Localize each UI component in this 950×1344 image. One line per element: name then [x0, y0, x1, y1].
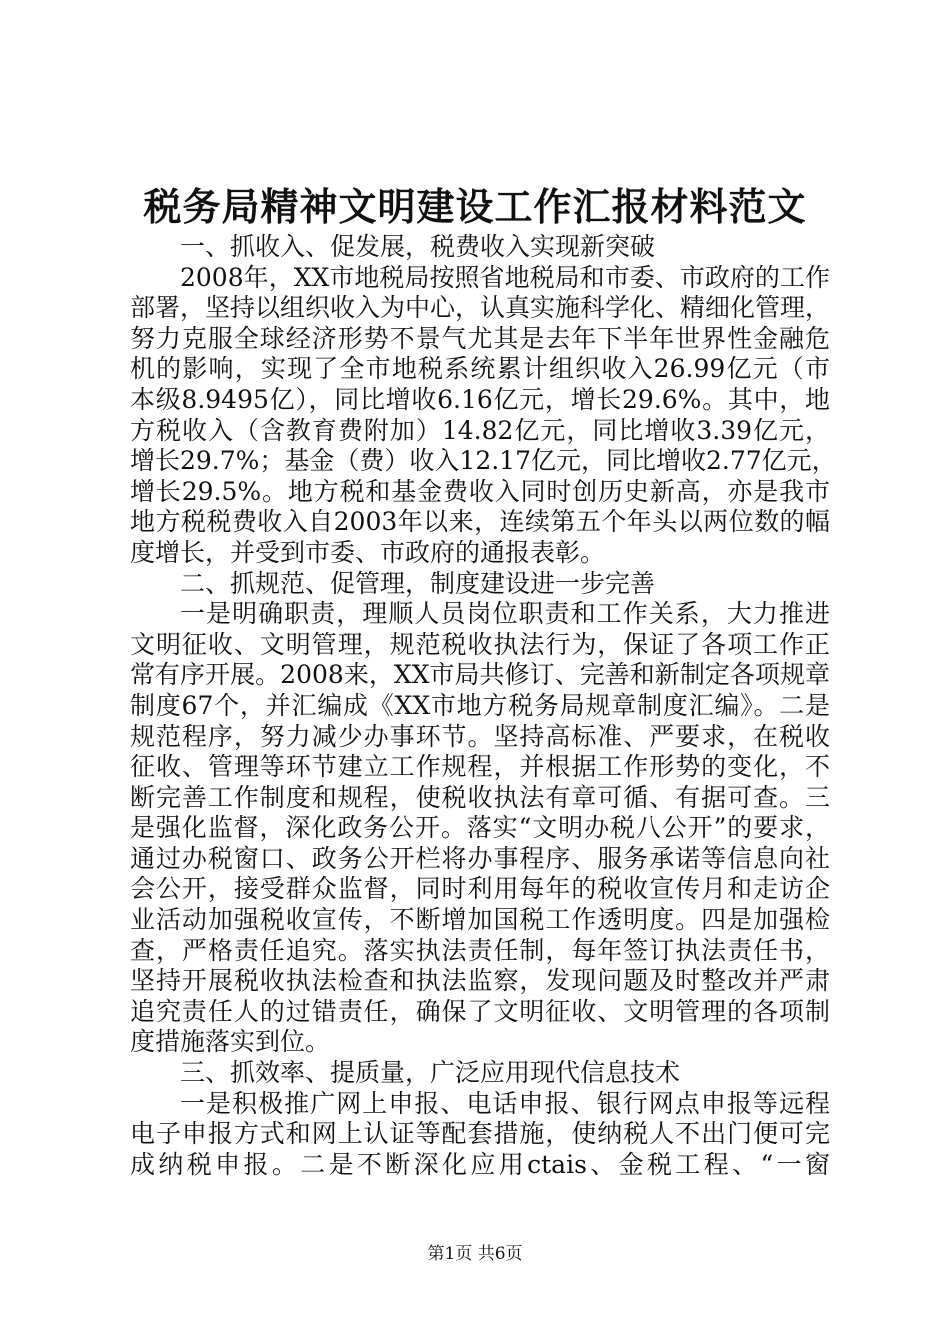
paragraph-line: 度增长，并受到市委、市政府的通报表彰。 — [130, 537, 606, 567]
paragraph-line: 制度67个，并汇编成《XX市地方税务局规章制度汇编》。二是 — [130, 690, 830, 720]
paragraph-line: 会公开，接受群众监督，同时利用每年的税收宣传月和走访企 — [130, 874, 830, 904]
paragraph-line: 规范程序，努力减少办事环节。坚持高标准、严要求，在税收 — [130, 721, 830, 751]
paragraph-line: 电子申报方式和网上认证等配套措施，使纳税人不出门便可完 — [130, 1119, 830, 1149]
section-heading: 二、抓规范、促管理，制度建设进一步完善 — [180, 568, 656, 598]
paragraph-line: 2008年，XX市地税局按照省地税局和市委、市政府的工作 — [180, 262, 830, 292]
document-body — [130, 232, 837, 1180]
paragraph-line: 通过办税窗口、政务公开栏将办事程序、服务承诺等信息向社 — [130, 843, 830, 873]
paragraph-line: 是强化监督，深化政务公开。落实“文明办税八公开”的要求， — [130, 813, 830, 843]
paragraph-line: 一是积极推广网上申报、电话申报、银行网点申报等远程 — [180, 1088, 830, 1118]
paragraph-line: 部署，坚持以组织收入为中心，认真实施科学化、精细化管理， — [130, 293, 831, 323]
paragraph-line: 断完善工作制度和规程，使税收执法有章可循、有据可查。三 — [130, 782, 830, 812]
section-heading: 三、抓效率、提质量，广泛应用现代信息技术 — [180, 1058, 681, 1088]
paragraph-line: 常有序开展。2008来，XX市局共修订、完善和新制定各项规章 — [130, 660, 830, 690]
paragraph-line: 机的影响，实现了全市地税系统累计组织收入26.99亿元（市 — [130, 354, 830, 384]
paragraph-line: 成纳税申报。二是不断深化应用ctais、金税工程、“一窗 — [130, 1149, 830, 1179]
paragraph-line: 一是明确职责，理顺人员岗位职责和工作关系，大力推进 — [180, 599, 830, 629]
section-heading: 一、抓收入、促发展，税费收入实现新突破 — [180, 232, 656, 261]
paragraph-line: 文明征收、文明管理，规范税收执法行为，保证了各项工作正 — [130, 629, 830, 659]
paragraph-line: 增长29.5%。地方税和基金费收入同时创历史新高，亦是我市 — [130, 476, 830, 506]
paragraph-line: 业活动加强税收宣传，不断增加国税工作透明度。四是加强检 — [130, 905, 830, 935]
paragraph-line: 地方税税费收入自2003年以来，连续第五个年头以两位数的幅 — [130, 507, 830, 537]
paragraph-line: 查，严格责任追究。落实执法责任制，每年签订执法责任书， — [130, 935, 830, 965]
paragraph-line: 努力克服全球经济形势不景气尤其是去年下半年世界性金融危 — [130, 323, 830, 353]
paragraph-line: 追究责任人的过错责任，确保了文明征收、文明管理的各项制 — [130, 996, 830, 1026]
paragraph-line: 方税收入（含教育费附加）14.82亿元，同比增收3.39亿元， — [130, 415, 830, 445]
page-number: 第1页 共6页 — [427, 1244, 523, 1264]
paragraph-line: 征收、管理等环节建立工作规程，并根据工作形势的变化，不 — [130, 752, 830, 782]
paragraph-line: 坚持开展税收执法检查和执法监察，发现问题及时整改并严肃 — [130, 966, 830, 996]
paragraph-line: 本级8.9495亿），同比增收6.16亿元，增长29.6%。其中，地 — [130, 384, 830, 414]
paragraph-line: 增长29.7%；基金（费）收入12.17亿元，同比增收2.77亿元， — [130, 446, 837, 476]
paragraph-line: 度措施落实到位。 — [130, 1027, 331, 1057]
document-title: 税务局精神文明建设工作汇报材料范文 — [143, 184, 807, 229]
